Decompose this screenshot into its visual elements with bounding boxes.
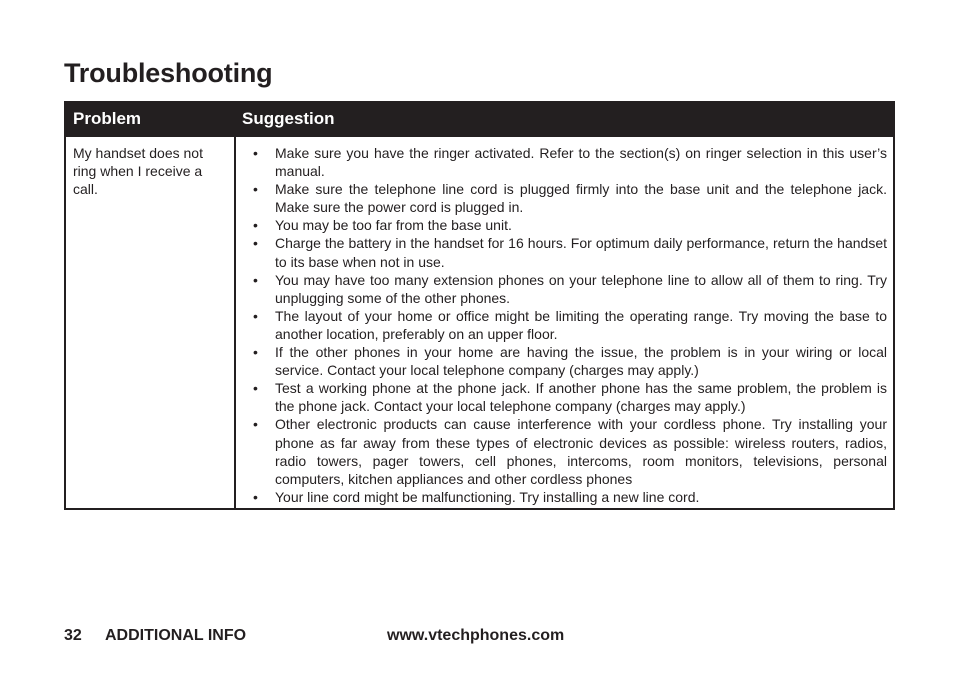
suggestion-list <box>250 144 887 506</box>
footer-section-title: ADDITIONAL INFO <box>105 627 247 644</box>
problem-cell: My handset does not ring when I receive a call. <box>73 145 203 197</box>
suggestion-item: • Charge the battery in the handset for 16 hours. For optimum daily performance, return the handset to its base when not in use. <box>250 234 887 270</box>
suggestion-item: • Make sure the telephone line cord is plugged firmly into the base unit and the telephone jack. Make sure the power cord is plugged in. <box>250 180 887 216</box>
page-number: 32 <box>64 627 82 644</box>
suggestion-item: • Other electronic products can cause interference with your cordless phone. Try installing your phone as far away from these types of electronic devices as possible: wireless routers, radios, radio towers, pager towers, cell phones, intercoms, room monitors, televisions, personal computers, kitchen appliances and other cordless phones <box>250 415 887 487</box>
header-problem: Problem <box>73 109 142 128</box>
footer-website: www.vtechphones.com <box>387 627 565 644</box>
suggestion-item: • You may be too far from the base unit. <box>250 216 887 234</box>
column-divider <box>234 137 236 508</box>
troubleshooting-table <box>64 101 895 510</box>
suggestion-item: • Your line cord might be malfunctioning. Try installing a new line cord. <box>250 488 887 506</box>
suggestion-item: • Make sure you have the ringer activated. Refer to the section(s) on ringer selection in this user’s manual. <box>250 144 887 180</box>
page-title: Troubleshooting <box>64 58 273 88</box>
suggestion-item: • Test a working phone at the phone jack. If another phone has the same problem, the problem is the phone jack. Contact your local telephone company (charges may apply.) <box>250 379 887 415</box>
table-header <box>66 103 893 137</box>
header-suggestion: Suggestion <box>242 109 335 128</box>
suggestion-item: • You may have too many extension phones on your telephone line to allow all of them to ring. Try unplugging some of the other phones. <box>250 271 887 307</box>
suggestion-item: • The layout of your home or office might be limiting the operating range. Try moving the base to another location, preferably on an upper floor. <box>250 307 887 343</box>
suggestion-item: • If the other phones in your home are having the issue, the problem is in your wiring or local service. Contact your local telephone company (charges may apply.) <box>250 343 887 379</box>
